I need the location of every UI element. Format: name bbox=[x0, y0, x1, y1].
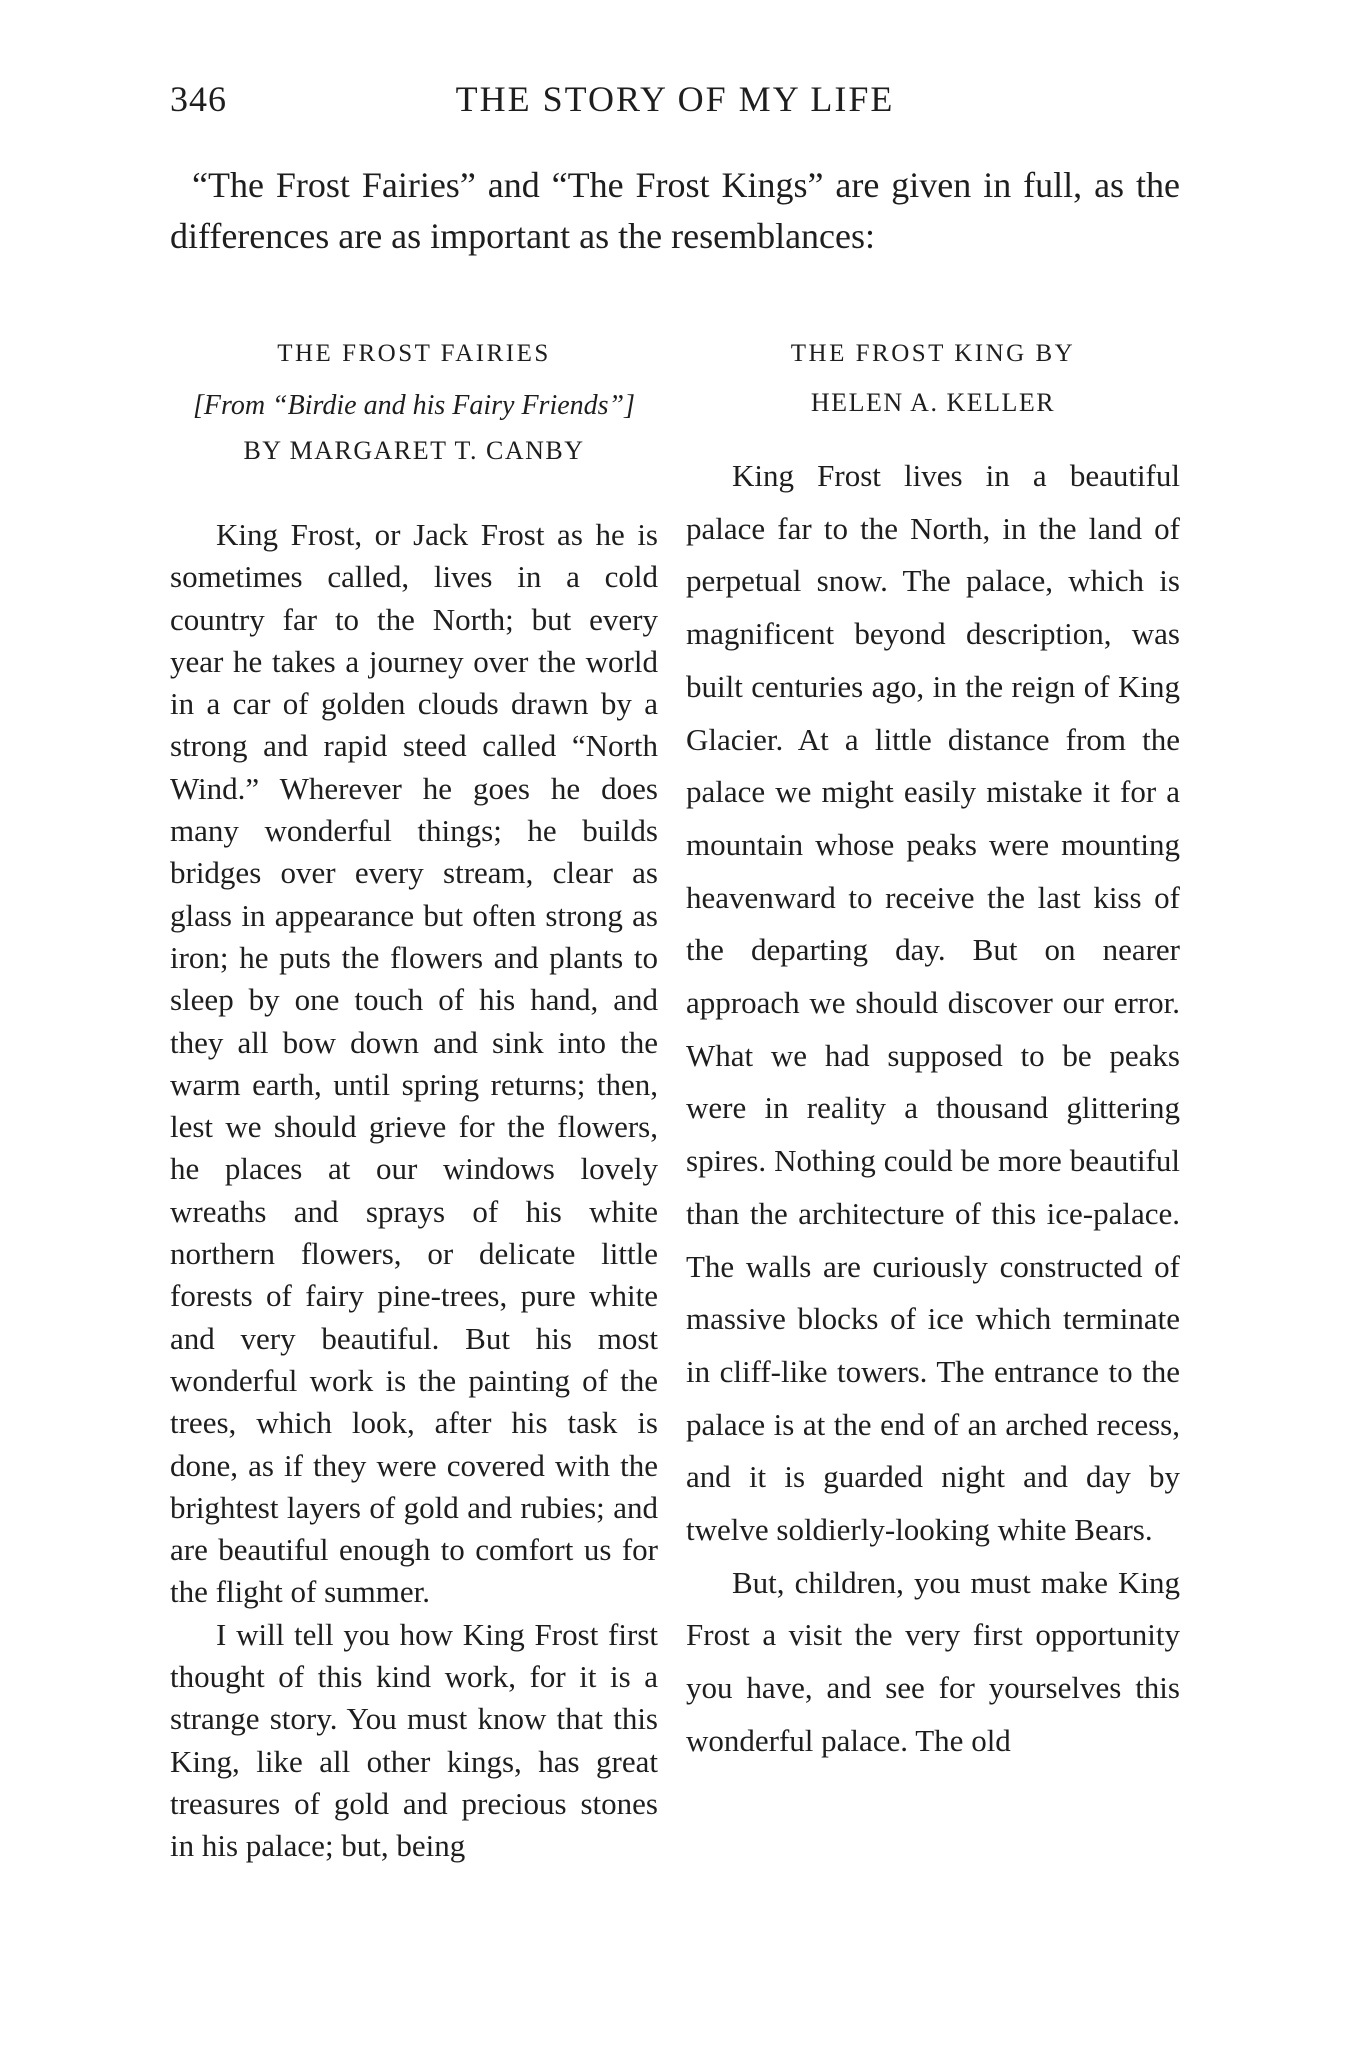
running-title: THE STORY OF MY LIFE bbox=[455, 79, 895, 119]
intro-paragraph: “The Frost Fairies” and “The Frost Kings” are given in full, as the differences are as important as the resemblances: bbox=[170, 165, 1180, 256]
frost-king-column bbox=[686, 336, 1180, 1768]
frost-fairies-paragraph-2: I will tell you how King Frost first thought of this kind work, for it is a strange story. You must know that this King, like all other kings, has great treasures of gold and precious stones in his palace; but, being bbox=[170, 1616, 658, 1864]
frost-king-paragraph-1: King Frost lives in a beautiful palace far to the North, in the land of perpetual snow. The palace, which is magnificent beyond description, was built centuries ago, in the reign of King Glacier. At a little distance from the palace we might easily mistake it for a mountain whose peaks were mounting heavenward to receive the last kiss of the departing day. But on nearer approach we should discover our error. What we had supposed to be peaks were in reality a thousand glittering spires. Nothing could be more beautiful than the architecture of this ice-palace. The walls are curiously constructed of massive blocks of ice which terminate in cliff-like towers. The entrance to the palace is at the end of an arched recess, and it is guarded night and day by twelve soldierly-looking white Bears. bbox=[686, 458, 1180, 1548]
frost-fairies-byline: BY MARGARET T. CANBY bbox=[243, 436, 585, 465]
frost-fairies-column bbox=[170, 336, 658, 1868]
frost-fairies-title: THE FROST FAIRIES bbox=[277, 340, 551, 367]
frost-fairies-source: [From “Birdie and his Fairy Friends”] bbox=[192, 390, 636, 421]
frost-fairies-paragraph-1: King Frost, or Jack Frost as he is sometimes called, lives in a cold country far to the North; but every year he takes a journey over the world in a car of golden clouds drawn by a strong and rapid steed called “North Wind.” Wherever he goes he does many wonderful things; he builds bridges over every stream, clear as glass in appearance but often strong as iron; he puts the flowers and plants to sleep by one touch of his hand, and they all bow down and sink into the warm earth, until spring returns; then, lest we should grieve for the flowers, he places at our windows lovely wreaths and sprays of his white northern flowers, or delicate little forests of fairy pine-trees, pure white and very beautiful. But his most wonderful work is the painting of the trees, which look, after his task is done, as if they were covered with the brightest layers of gold and rubies; and are beautiful enough to comfort us for the flight of summer. bbox=[170, 517, 658, 1610]
page-number: 346 bbox=[170, 79, 227, 119]
frost-king-title: THE FROST KING BY bbox=[790, 340, 1076, 367]
frost-king-paragraph-2: But, children, you must make King Frost a visit the very first opportunity you have, and see for yourselves this wonderful palace. The old bbox=[686, 1564, 1180, 1758]
frost-king-byline: HELEN A. KELLER bbox=[810, 388, 1056, 417]
page-header bbox=[170, 78, 1180, 128]
